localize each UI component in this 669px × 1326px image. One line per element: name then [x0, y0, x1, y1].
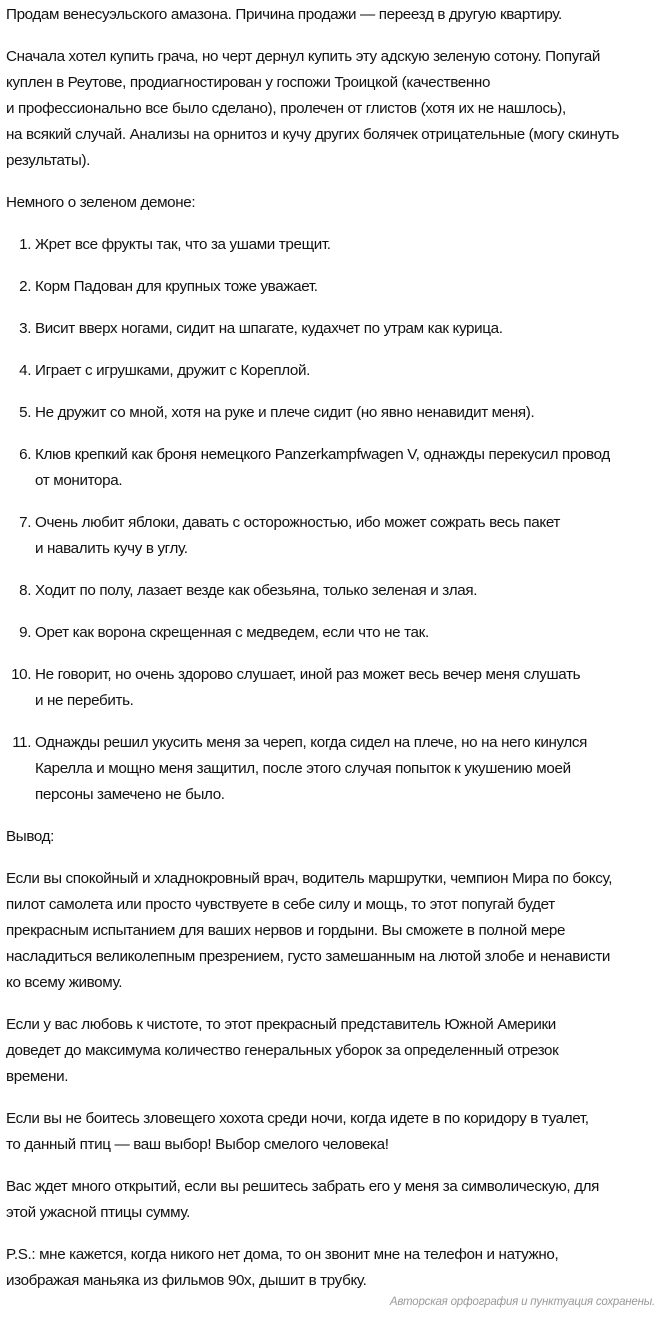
list-item [35, 274, 657, 300]
item-text: Висит вверх ногами, сидит на шпагате, кудахчет по утрам как курица. [35, 320, 503, 337]
item-text: от монитора. [35, 472, 123, 489]
text-line: насладиться великолепным презрением, густо замешанным на лютой злобе и ненависти [6, 948, 611, 965]
list-item [35, 232, 657, 258]
text-line: Сначала хотел купить грача, но черт дернул купить эту адскую зеленую сотону. Попугай [6, 48, 601, 65]
list-item [35, 662, 657, 714]
conclusion-heading: Вывод: [6, 828, 55, 845]
conclusion-paragraph [6, 1174, 657, 1226]
item-text: Корм Падован для крупных тоже уважает. [35, 278, 318, 295]
item-text: Играет с игрушками, дружит с Кореплой. [35, 362, 310, 379]
list-item [35, 316, 657, 342]
item-text: Карелла и мощно меня защитил, после этого случая попыток к укушению моей [35, 760, 571, 777]
item-text: Жрет все фрукты так, что за ушами трещит. [35, 236, 331, 253]
list-item [35, 400, 657, 426]
intro-paragraph: Продам венесуэльского амазона. Причина продажи — переезд в другую квартиру. [6, 6, 562, 23]
text-line: Вас ждет много открытий, если вы решитесь забрать его у меня за символическую, для [6, 1178, 599, 1195]
list-item [35, 358, 657, 384]
list-item [35, 730, 657, 808]
conclusion-paragraph [6, 1106, 657, 1158]
text-line: Если вы не боитесь зловещего хохота среди ночи, когда идете в по коридору в туалет, [6, 1110, 589, 1127]
text-line: на всякий случай. Анализы на орнитоз и кучу других болячек отрицательные (могу скинуть [6, 126, 619, 143]
editorial-note: Авторская орфография и пунктуация сохранены. [389, 1296, 655, 1308]
text-line: и профессионально все было сделано), пролечен от глистов (хотя их не нашлось), [6, 100, 566, 117]
item-text: и навалить кучу в углу. [35, 540, 188, 557]
text-line: P.S.: мне кажется, когда никого нет дома, то он звонит мне на телефон и натужно, [6, 1246, 559, 1263]
background-paragraph [6, 44, 657, 174]
list-item [35, 510, 657, 562]
list-item [35, 578, 657, 604]
text-line: результаты). [6, 152, 91, 169]
text-line: Если вы спокойный и хладнокровный врач, водитель маршрутки, чемпион Мира по боксу, [6, 870, 613, 887]
item-text: Орет как ворона скрещенная с медведем, если что не так. [35, 624, 429, 641]
postscript-paragraph [6, 1242, 657, 1294]
text-line: времени. [6, 1068, 69, 1085]
item-text: Ходит по полу, лазает везде как обезьяна, только зеленая и злая. [35, 582, 478, 599]
text-line: то данный птиц — ваш выбор! Выбор смелого человека! [6, 1136, 389, 1153]
text-line: доведет до максимума количество генеральных уборок за определенный отрезок [6, 1042, 559, 1059]
item-text: Очень любит яблоки, давать с осторожностью, ибо может сожрать весь пакет [35, 514, 561, 531]
text-line: прекрасным испытанием для ваших нервов и гордыни. Вы сможете в полной мере [6, 922, 566, 939]
item-text: персоны замечено не было. [35, 786, 225, 803]
item-text: Не говорит, но очень здорово слушает, иной раз может весь вечер меня слушать [35, 666, 581, 683]
text-line: пилот самолета или просто чувствуете в себе силу и мощь, то этот попугай будет [6, 896, 555, 913]
text-line: изображая маньяка из фильмов 90х, дышит в трубку. [6, 1272, 367, 1289]
text-line: этой ужасной птицы сумму. [6, 1204, 190, 1221]
traits-list [6, 232, 657, 808]
text-line: Если у вас любовь к чистоте, то этот прекрасный представитель Южной Америки [6, 1016, 556, 1033]
conclusion-paragraph [6, 1012, 657, 1090]
list-heading: Немного о зеленом демоне: [6, 194, 196, 211]
conclusion-paragraph [6, 866, 657, 996]
item-text: и не перебить. [35, 692, 134, 709]
text-line: ко всему живому. [6, 974, 123, 991]
list-item [35, 620, 657, 646]
item-text: Не дружит со мной, хотя на руке и плече сидит (но явно ненавидит меня). [35, 404, 535, 421]
list-item [35, 442, 657, 494]
text-line: куплен в Реутове, продиагностирован у госпожи Троицкой (качественно [6, 74, 491, 91]
item-text: Клюв крепкий как броня немецкого Panzerkampfwagen V, однажды перекусил провод [35, 446, 610, 463]
item-text: Однажды решил укусить меня за череп, когда сидел на плече, но на него кинулся [35, 734, 588, 751]
